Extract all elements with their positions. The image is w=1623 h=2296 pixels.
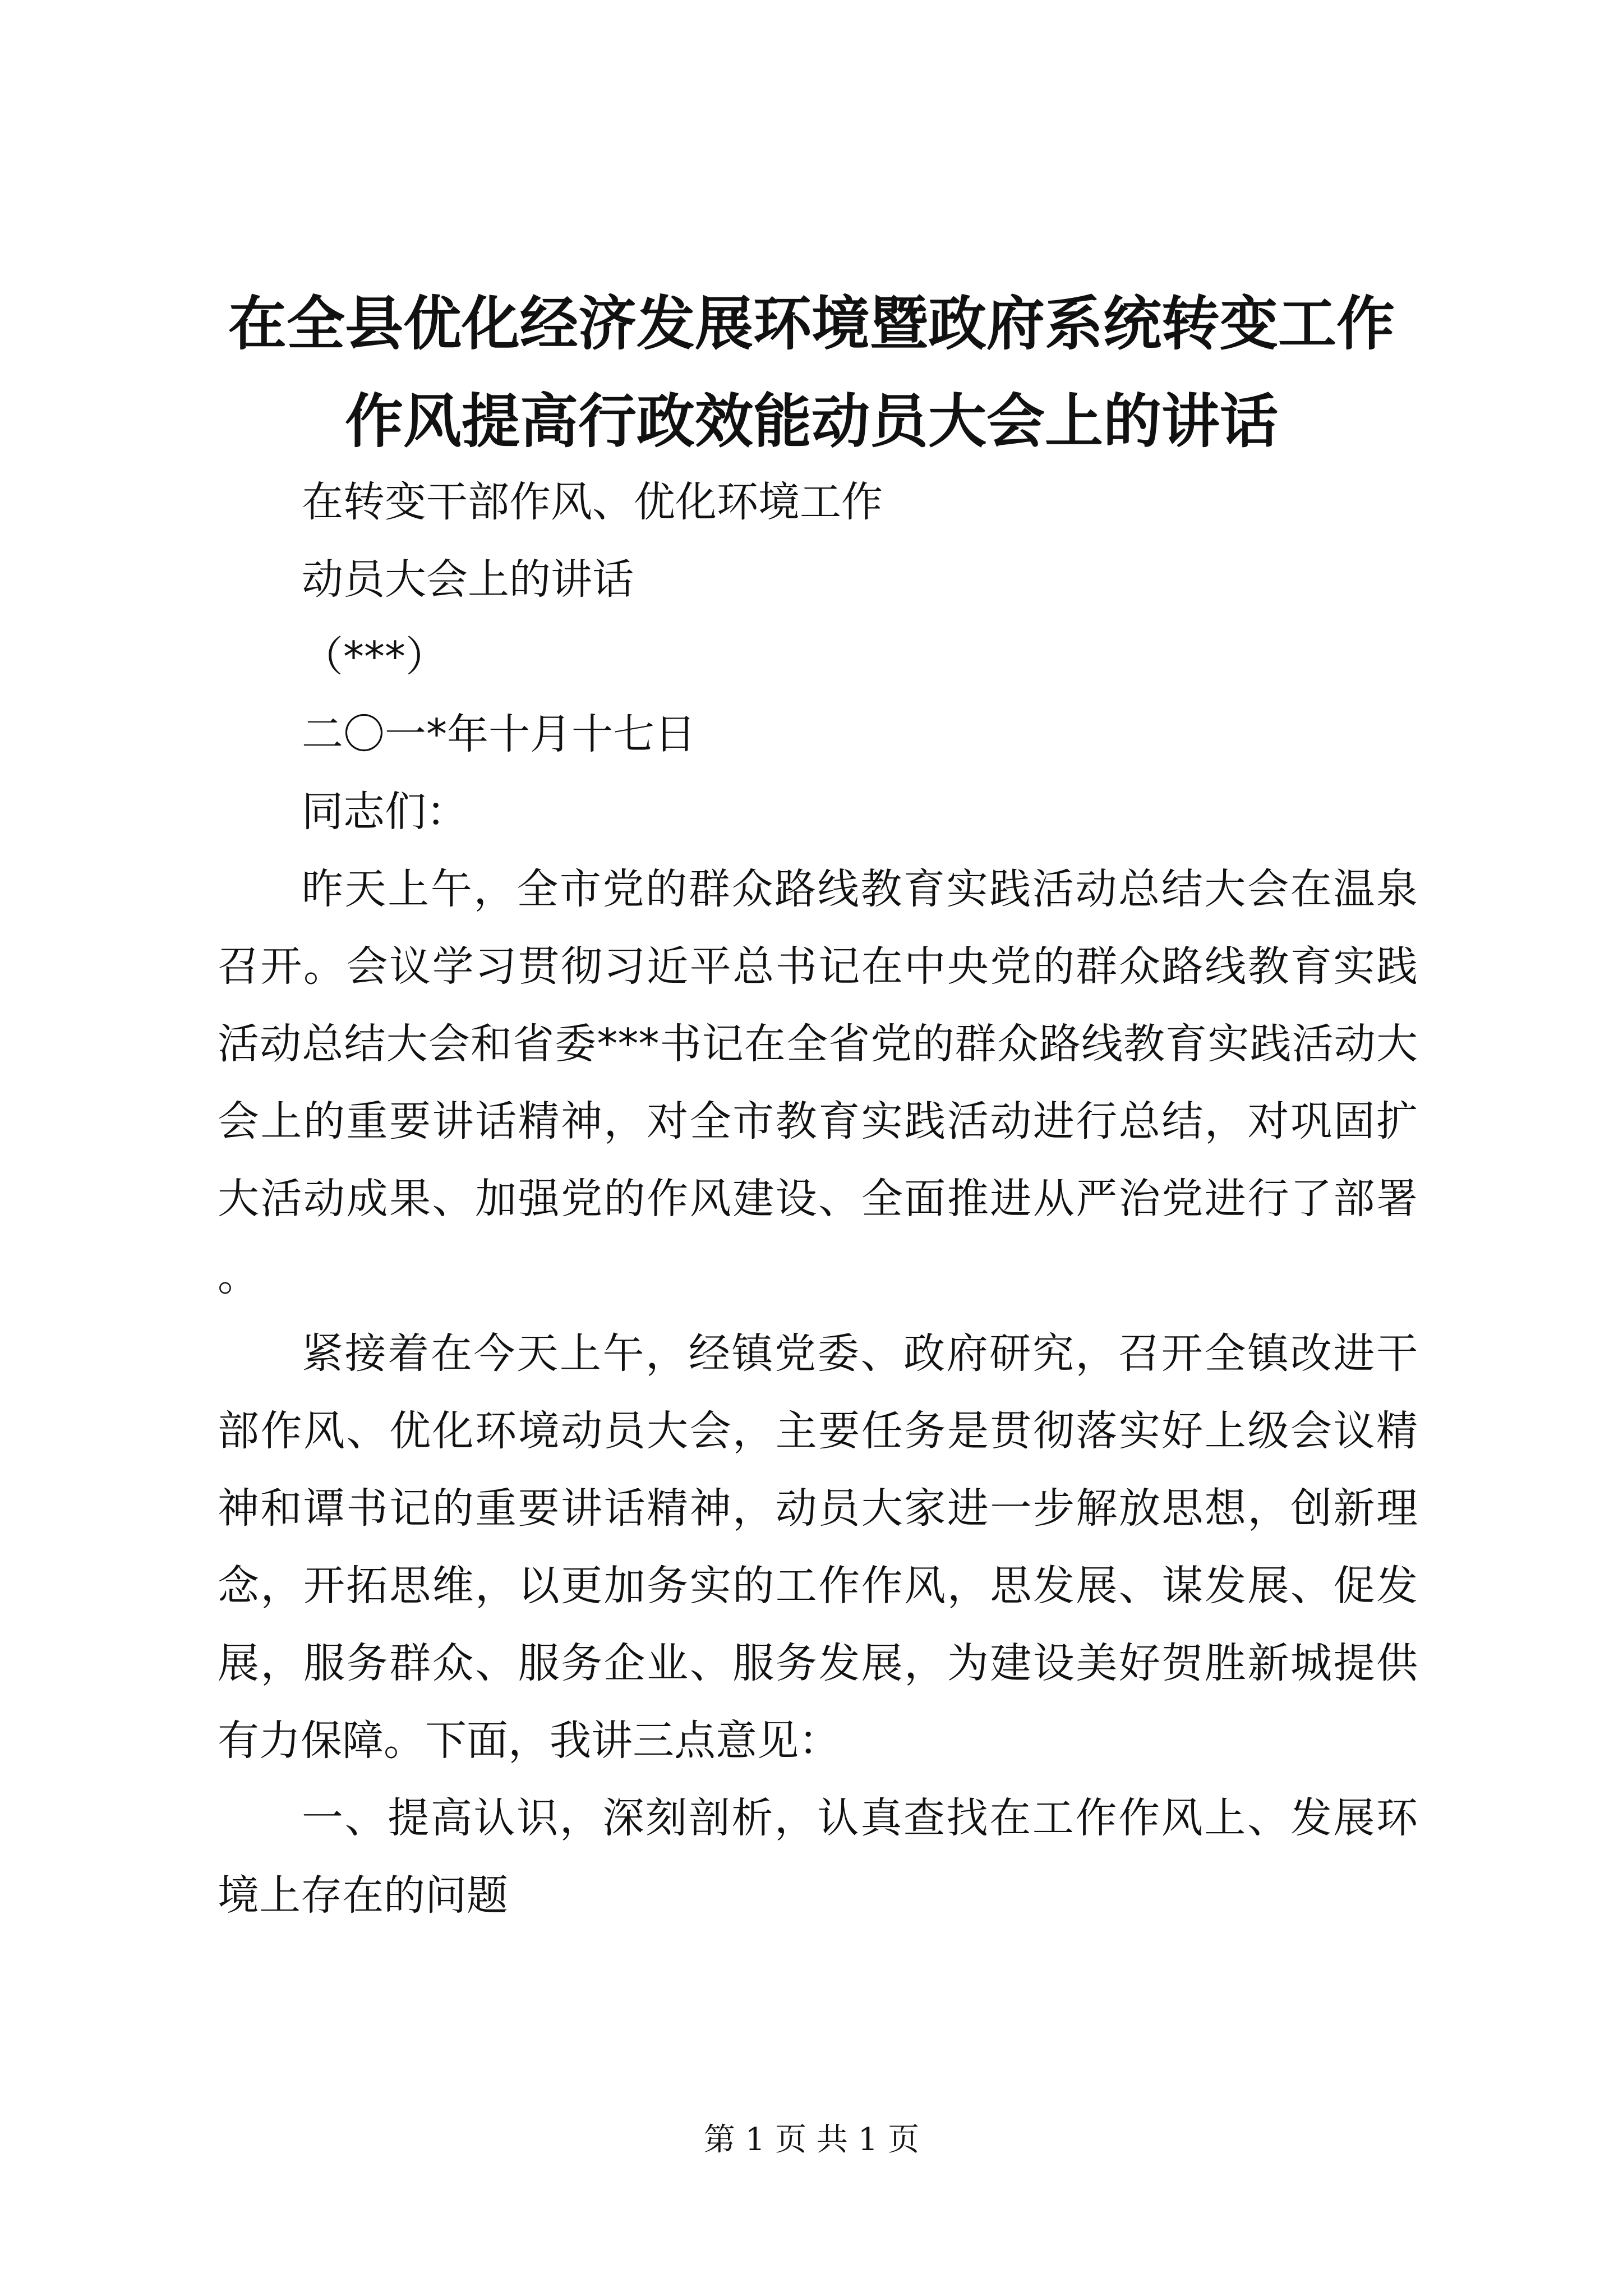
date-line: 二〇一*年十月十七日 [302, 710, 696, 758]
paragraph-1: 昨天上午，全市党的群众路线教育实践活动总结大会在温泉召开。会议学习贯彻习近平总书记在中央党的群众路线教育实践活动总结大会和省委***书记在全省党的群众路线教育实践活动大会上的重要讲话精神，对全市教育实践活动进行总结，对巩固扩大活动成果、加强党的作风建设、全面推进从严治党进行了部署。 [218, 865, 1418, 1300]
subtitle-line-2: 动员大会上的讲话 [302, 555, 634, 604]
page-footer: 第 1 页 共 1 页 [703, 2122, 920, 2158]
speaker-line: （***） [302, 633, 447, 681]
salutation: 同志们： [302, 788, 468, 836]
title-line-2: 作风提高行政效能动员大会上的讲话 [344, 386, 1278, 455]
document-title [185, 275, 1438, 470]
subtitle-line-1: 在转变干部作风、优化环境工作 [302, 478, 883, 526]
section-heading-1: 一、提高认识，深刻剖析，认真查找在工作作风上、发展环境上存在的问题 [218, 1794, 1418, 1920]
paragraph-2: 紧接着在今天上午，经镇党委、政府研究，召开全镇改进干部作风、优化环境动员大会，主要任务是贯彻落实好上级会议精神和谭书记的重要讲话精神，动员大家进一步解放思想，创新理念，开拓思维，以更加务实的工作作风，思发展、谋发展、促发展，服务群众、服务企业、服务发展，为建设美好贺胜新城提供有力保障。下面，我讲三点意见： [218, 1329, 1418, 1765]
document-body [218, 463, 1418, 1934]
title-line-1: 在全县优化经济发展环境暨政府系统转变工作 [228, 289, 1395, 358]
